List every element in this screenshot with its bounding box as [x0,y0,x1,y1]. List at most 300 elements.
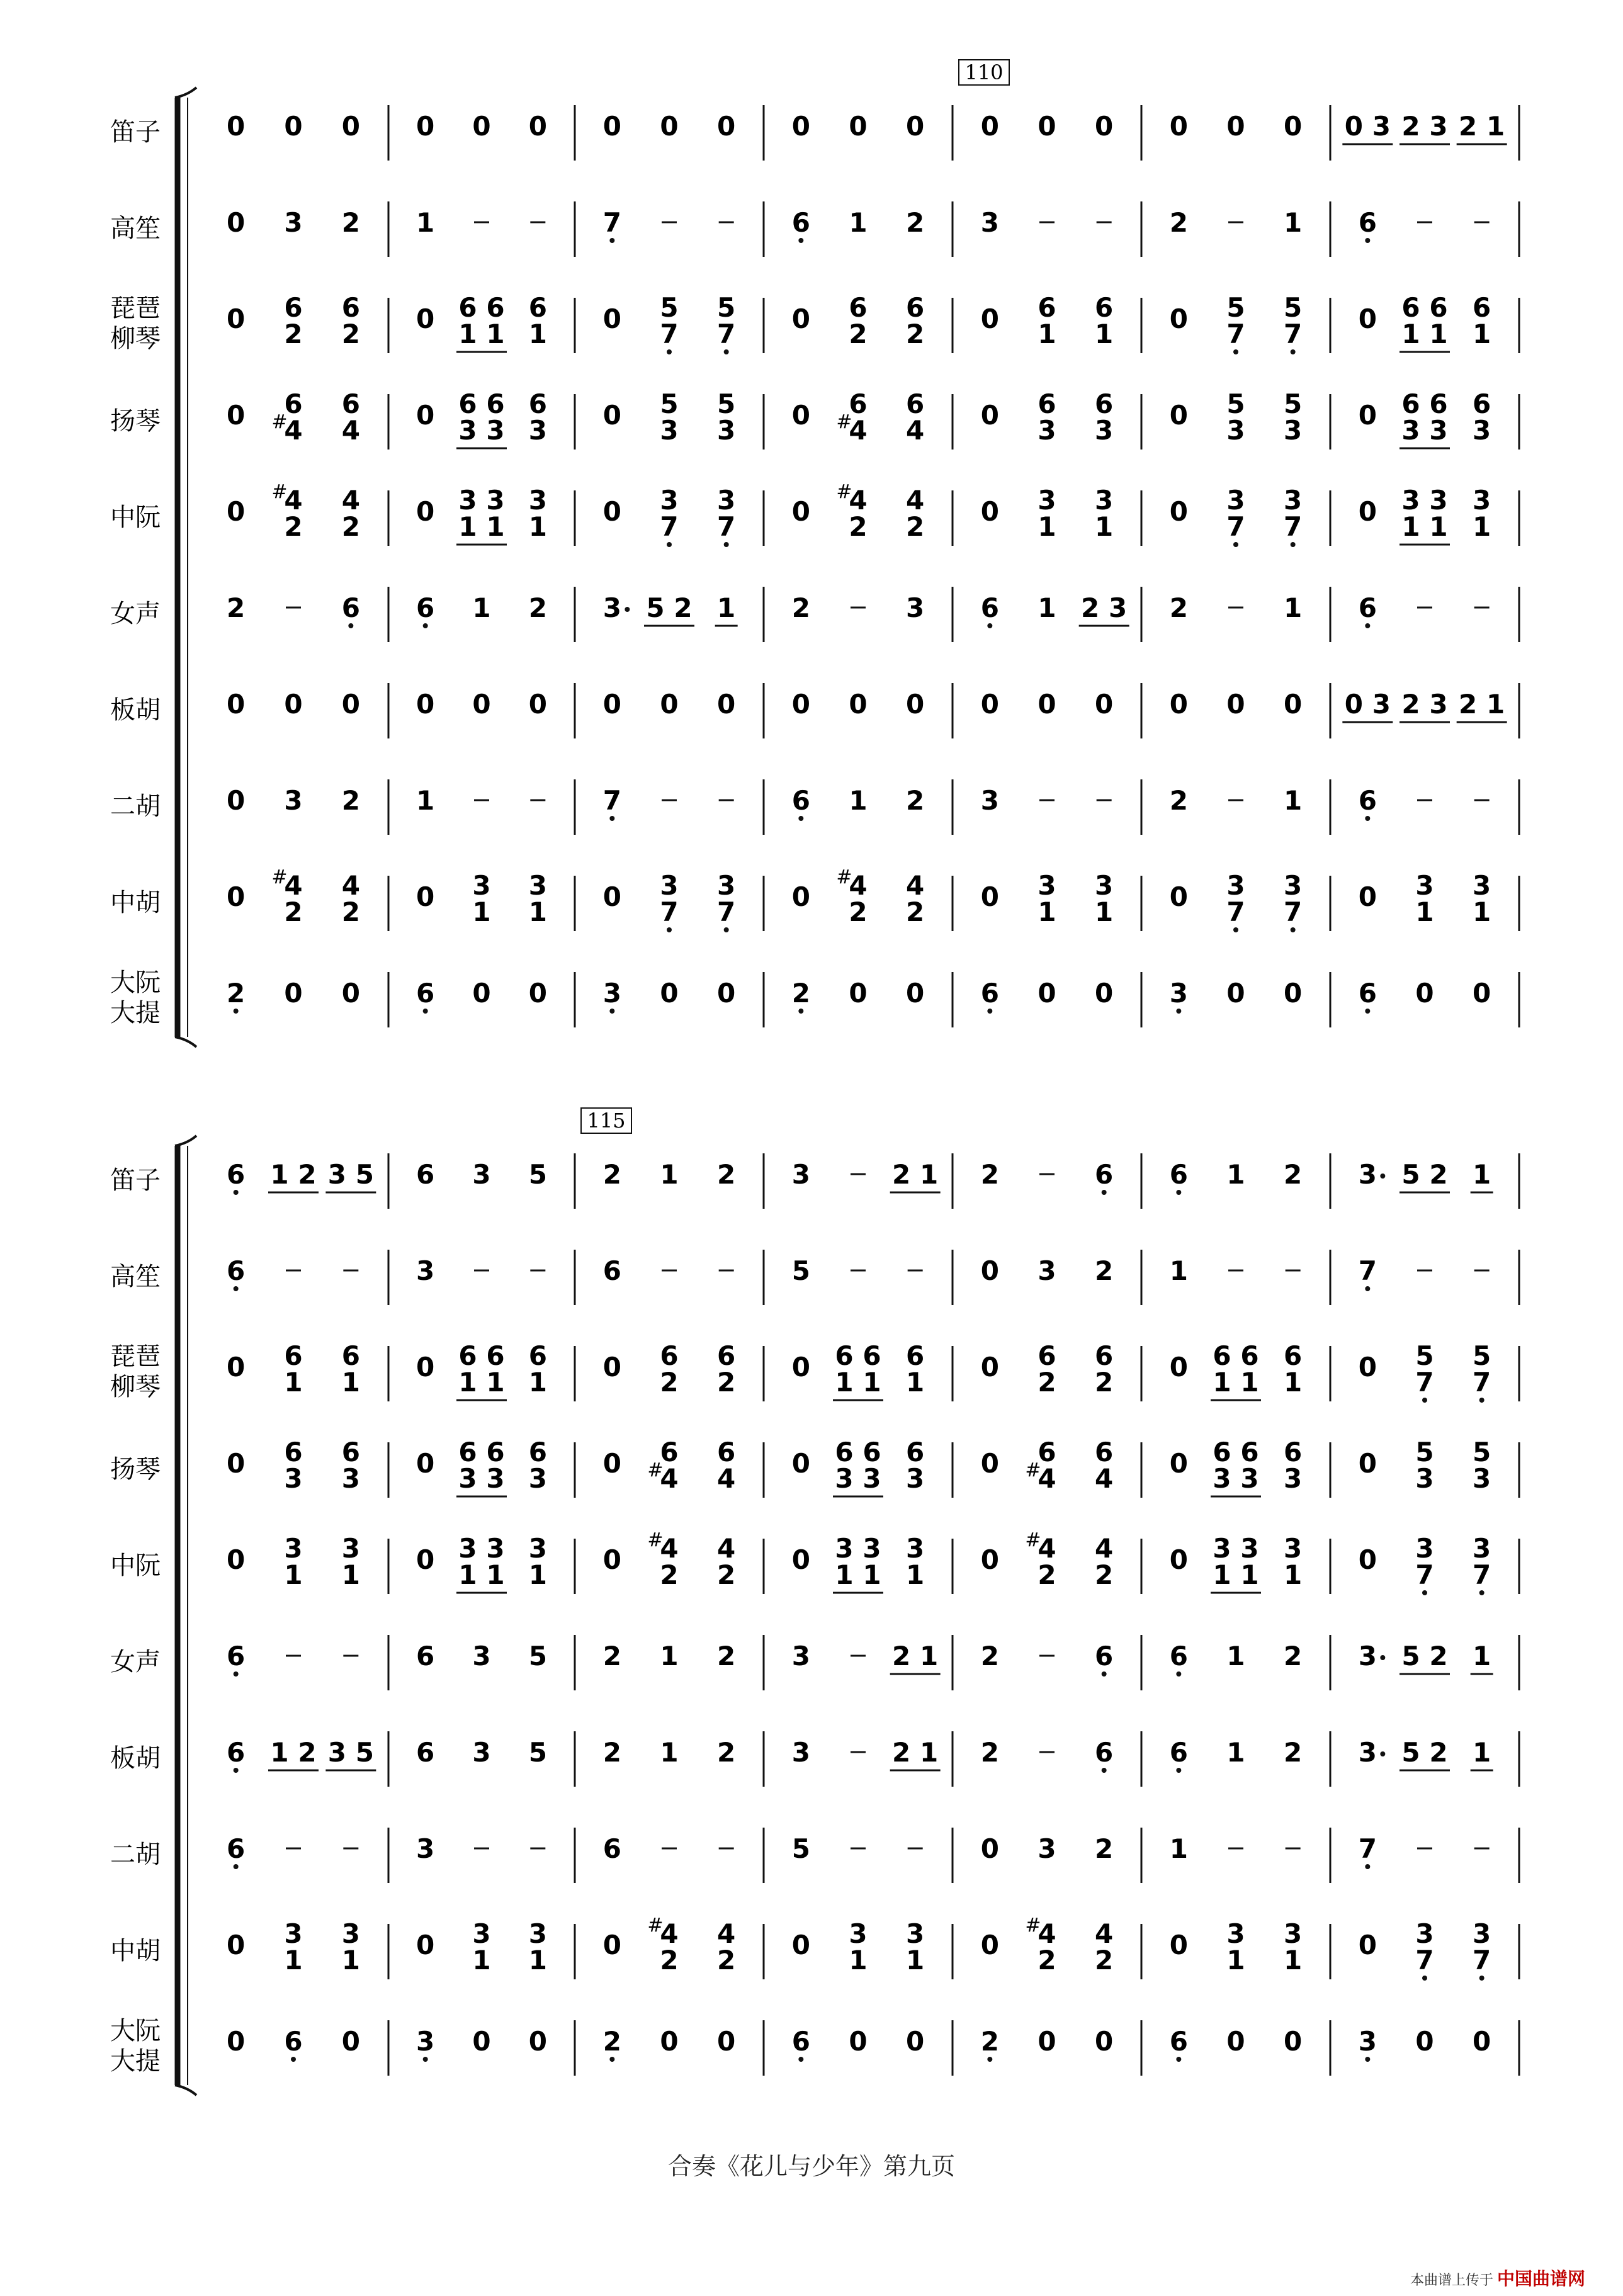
note: 0 [1169,689,1188,720]
note: 4 [1095,1918,1114,1949]
note: 0 [1169,1930,1188,1960]
instrument-label: 柳琴 [110,324,161,353]
instrument-label: 中胡 [110,888,161,917]
note: 1 [1038,319,1056,349]
note: 6 [486,1340,505,1371]
note: 0 [227,785,246,816]
instrument-label: 琵琶 [110,1342,161,1371]
note: 2 [341,511,360,542]
low-octave-dot [1365,1864,1370,1869]
sharp-sign: # [836,411,852,433]
note: 1 [1401,319,1420,349]
note: 0 [227,207,246,238]
note: 3 [1284,415,1303,446]
note: 1 [458,319,477,349]
note: 0 [1226,978,1245,1009]
note: 3 [1473,1463,1491,1494]
note: 0 [1038,978,1056,1009]
note: 1 [1473,511,1491,542]
instrument-label: 笛子 [110,1166,161,1195]
note: 2 [1095,1559,1114,1590]
low-octave-dot [798,1009,803,1014]
note: 3 [1169,978,1188,1009]
low-octave-dot [1422,1398,1427,1403]
note: 2 [717,1737,736,1768]
note: 2 [602,1159,621,1190]
note: 1 [1240,1367,1259,1398]
note: 7 [717,896,736,927]
note: 3 [284,1918,303,1949]
note: 2 [980,1737,999,1768]
note: 6 [284,388,303,419]
note: 3 [1372,689,1391,720]
note: 3 [1358,1641,1377,1671]
note: 0 [1358,881,1377,912]
note: 0 [1095,111,1114,142]
note: 1 [849,207,868,238]
note: 1 [920,1737,939,1768]
note: 7 [1226,319,1245,349]
note: 4 [341,485,360,516]
note: 0 [1226,2026,1245,2057]
note: 0 [1358,1930,1377,1960]
note: 3 [1358,2026,1377,2057]
note: 3 [341,1533,360,1564]
low-octave-dot [423,1009,428,1014]
note: 0 [602,1930,621,1960]
note: 1 [486,511,505,542]
note: 6 [284,1340,303,1371]
note: 1 [1415,896,1434,927]
note: 0 [660,111,679,142]
note: 1 [1095,511,1114,542]
note: 1 [1473,1641,1491,1671]
low-octave-dot [609,2057,614,2062]
note: 0 [1473,2026,1491,2057]
note: 4 [341,870,360,901]
note: 1 [341,1945,360,1976]
note: 0 [528,111,547,142]
note: 0 [1226,689,1245,720]
low-octave-dot [1291,349,1296,354]
note: 1 [1284,592,1303,623]
note: 6 [416,978,435,1009]
note: 6 [1095,1641,1114,1671]
note: 3 [416,2026,435,2057]
note: 1 [486,1367,505,1398]
sharp-sign: # [1025,1459,1041,1481]
note: 3 [1473,415,1491,446]
note: 0 [284,111,303,142]
note: 7 [1284,511,1303,542]
note: 6 [1240,1340,1259,1371]
augmentation-dot [1380,1751,1385,1756]
instrument-label: 大提 [110,2047,161,2076]
bracket-hook-bottom [175,2085,196,2095]
note: 0 [416,496,435,527]
note: 2 [906,785,925,816]
page-footer: 合奏《花儿与少年》第九页 [667,2152,955,2180]
note: 6 [1429,292,1448,323]
note: 4 [284,485,303,516]
note: 3 [660,870,679,901]
note: 2 [298,1737,317,1768]
note: 7 [1415,1559,1434,1590]
note: 6 [602,1833,621,1864]
note: 6 [906,388,925,419]
note: 3 [327,1159,346,1190]
note: 7 [1358,1833,1377,1864]
note: 2 [1401,111,1420,142]
note: 2 [341,207,360,238]
note: 6 [284,2026,303,2057]
note: 0 [416,303,435,334]
low-octave-dot [1422,1976,1427,1981]
low-octave-dot [1102,1671,1107,1677]
note: 2 [1429,1159,1448,1190]
note: 3 [835,1533,854,1564]
sharp-sign: # [271,866,288,888]
note: 6 [1095,388,1114,419]
watermark-site: 中国曲谱网 [1496,2268,1585,2289]
low-octave-dot [609,238,614,243]
note: 6 [528,292,547,323]
note: 0 [227,1352,246,1383]
note: 0 [791,1930,810,1960]
note: 5 [717,292,736,323]
note: 6 [980,592,999,623]
low-octave-dot [1365,238,1370,243]
note: 0 [660,978,679,1009]
note: 2 [1284,1737,1303,1768]
note: 1 [528,1367,547,1398]
note: 1 [528,511,547,542]
note: 1 [341,1367,360,1398]
watermark-prefix: 本曲谱上传于 [1410,2273,1493,2288]
note: 2 [1169,207,1188,238]
low-octave-dot [1176,2057,1181,2062]
note: 0 [980,400,999,431]
note: 1 [862,1367,881,1398]
note: 0 [1284,2026,1303,2057]
bracket-hook-top [175,1136,196,1146]
note: 0 [849,2026,868,2057]
low-octave-dot [1422,1590,1427,1595]
note: 6 [1095,292,1114,323]
note: 2 [906,896,925,927]
low-octave-dot [234,1286,239,1291]
low-octave-dot [423,623,428,628]
note: 3 [1095,870,1114,901]
note: 6 [227,1641,246,1671]
augmentation-dot [1380,1173,1385,1179]
note: 0 [660,689,679,720]
note: 2 [906,319,925,349]
low-octave-dot [1102,1190,1107,1195]
note: 2 [284,511,303,542]
note: 1 [660,1159,679,1190]
note: 0 [1169,400,1188,431]
note: 6 [458,1340,477,1371]
note: 3 [528,1918,547,1949]
low-octave-dot [291,2057,296,2062]
note: 2 [1401,689,1420,720]
note: 4 [341,415,360,446]
note: 1 [906,1559,925,1590]
note: 1 [1284,207,1303,238]
note: 2 [298,1159,317,1190]
note: 0 [1038,2026,1056,2057]
note: 0 [1358,496,1377,527]
note: 6 [1038,1437,1056,1468]
note: 3 [486,1463,505,1494]
note: 1 [1213,1367,1231,1398]
low-octave-dot [1102,1768,1107,1773]
note: 6 [416,1641,435,1671]
note: 3 [528,1463,547,1494]
note: 3 [906,1918,925,1949]
note: 3 [791,1641,810,1671]
note: 0 [472,978,491,1009]
note: 1 [849,785,868,816]
note: 0 [1284,111,1303,142]
low-octave-dot [987,1009,992,1014]
note: 0 [1038,689,1056,720]
note: 0 [1344,111,1363,142]
instrument-label: 柳琴 [110,1372,161,1401]
note: 4 [849,485,868,516]
note: 1 [528,1559,547,1590]
note: 1 [906,1367,925,1398]
note: 2 [1095,1833,1114,1864]
note: 6 [227,1833,246,1864]
low-octave-dot [1176,1190,1181,1195]
note: 1 [1473,1737,1491,1768]
note: 0 [849,111,868,142]
note: 1 [1401,511,1420,542]
note: 6 [1213,1340,1231,1371]
sharp-sign: # [836,866,852,888]
note: 0 [1095,689,1114,720]
note: 4 [660,1533,679,1564]
note: 3 [1213,1533,1231,1564]
note: 0 [906,689,925,720]
note: 2 [892,1641,911,1671]
note: 3 [602,978,621,1009]
note: 0 [980,689,999,720]
note: 3 [1429,415,1448,446]
note: 2 [660,1945,679,1976]
note: 2 [849,319,868,349]
low-octave-dot [609,816,614,821]
note: 0 [472,111,491,142]
low-octave-dot [1233,927,1238,932]
note: 5 [1473,1340,1491,1371]
note: 3 [1415,870,1434,901]
note: 2 [980,1159,999,1190]
note: 1 [660,1737,679,1768]
note: 6 [528,1340,547,1371]
note: 3 [1415,1463,1434,1494]
note: 0 [341,689,360,720]
note: 0 [1358,400,1377,431]
low-octave-dot [1291,927,1296,932]
note: 0 [227,1448,246,1479]
note: 2 [528,592,547,623]
note: 6 [1240,1437,1259,1468]
note: 5 [1226,292,1245,323]
low-octave-dot [609,1009,614,1014]
low-octave-dot [1479,1398,1484,1403]
note: 7 [1358,1255,1377,1286]
low-octave-dot [1365,2057,1370,2062]
note: 1 [472,896,491,927]
note: 1 [486,319,505,349]
note: 1 [660,1641,679,1671]
note: 3 [472,1918,491,1949]
note: 3 [862,1463,881,1494]
note: 7 [1226,896,1245,927]
note: 2 [1081,592,1100,623]
note: 3 [284,1463,303,1494]
note: 0 [791,1352,810,1383]
note: 1 [1226,1737,1245,1768]
note: 1 [1473,1159,1491,1190]
note: 0 [341,2026,360,2057]
instrument-label: 琵琶 [110,294,161,323]
low-octave-dot [234,1671,239,1677]
note: 0 [1169,496,1188,527]
note: 0 [849,689,868,720]
note: 7 [1473,1367,1491,1398]
note: 3 [1284,1533,1303,1564]
note: 6 [458,388,477,419]
note: 7 [1415,1367,1434,1398]
note: 0 [1344,689,1363,720]
note: 6 [906,292,925,323]
note: 6 [1095,1340,1114,1371]
note: 0 [227,111,246,142]
note: 4 [1095,1533,1114,1564]
note: 1 [1284,1945,1303,1976]
note: 6 [341,1340,360,1371]
note: 2 [1169,592,1188,623]
note: 0 [906,111,925,142]
note: 7 [1226,511,1245,542]
note: 5 [528,1737,547,1768]
note: 1 [528,1945,547,1976]
augmentation-dot [1380,1655,1385,1660]
note: 0 [528,978,547,1009]
note: 1 [1226,1159,1245,1190]
note: 6 [284,1437,303,1468]
note: 6 [1169,2026,1188,2057]
note: 1 [1284,1559,1303,1590]
note: 2 [717,1367,736,1398]
note: 3 [1284,485,1303,516]
note: 0 [980,1930,999,1960]
note: 3 [1284,1918,1303,1949]
low-octave-dot [1176,1768,1181,1773]
note: 1 [528,896,547,927]
note: 5 [1401,1159,1420,1190]
note: 2 [1429,1641,1448,1671]
note: 6 [1095,1737,1114,1768]
note: 2 [341,896,360,927]
note: 6 [660,1437,679,1468]
note: 0 [341,111,360,142]
note: 7 [660,319,679,349]
low-octave-dot [724,927,729,932]
instrument-label: 笛子 [110,118,161,147]
note: 1 [458,511,477,542]
instrument-label: 高笙 [110,1262,161,1291]
note: 5 [660,292,679,323]
note: 3 [1429,111,1448,142]
note: 7 [717,511,736,542]
note: 0 [791,303,810,334]
note: 2 [227,592,246,623]
note: 6 [1038,292,1056,323]
note: 3 [980,207,999,238]
note: 5 [1226,388,1245,419]
low-octave-dot [798,816,803,821]
note: 2 [660,1559,679,1590]
note: 2 [1459,689,1478,720]
note: 0 [602,881,621,912]
note: 0 [980,1352,999,1383]
note: 0 [602,496,621,527]
note: 1 [1226,1641,1245,1671]
note: 6 [458,1437,477,1468]
low-octave-dot [1233,349,1238,354]
low-octave-dot [798,238,803,243]
low-octave-dot [724,349,729,354]
note: 1 [284,1559,303,1590]
note: 1 [416,207,435,238]
note: 0 [1415,2026,1434,2057]
note: 0 [227,689,246,720]
note: 3 [1429,689,1448,720]
note: 4 [1095,1463,1114,1494]
note: 3 [1038,1833,1056,1864]
note: 6 [1213,1437,1231,1468]
note: 3 [1284,870,1303,901]
note: 0 [227,303,246,334]
note: 0 [602,303,621,334]
note: 7 [1473,1559,1491,1590]
note: 2 [1429,1737,1448,1768]
note: 1 [906,1945,925,1976]
note: 3 [486,1533,505,1564]
note: 0 [284,689,303,720]
note: 0 [1095,978,1114,1009]
note: 1 [1169,1833,1188,1864]
low-octave-dot [423,2057,428,2062]
note: 3 [1213,1463,1231,1494]
note: 1 [862,1559,881,1590]
instrument-label: 二胡 [110,792,161,821]
note: 3 [906,1463,925,1494]
note: 6 [1095,1159,1114,1190]
note: 1 [835,1559,854,1590]
note: 1 [1429,319,1448,349]
note: 3 [602,592,621,623]
note: 0 [227,1544,246,1575]
note: 3 [284,785,303,816]
note: 4 [717,1918,736,1949]
low-octave-dot [987,2057,992,2062]
